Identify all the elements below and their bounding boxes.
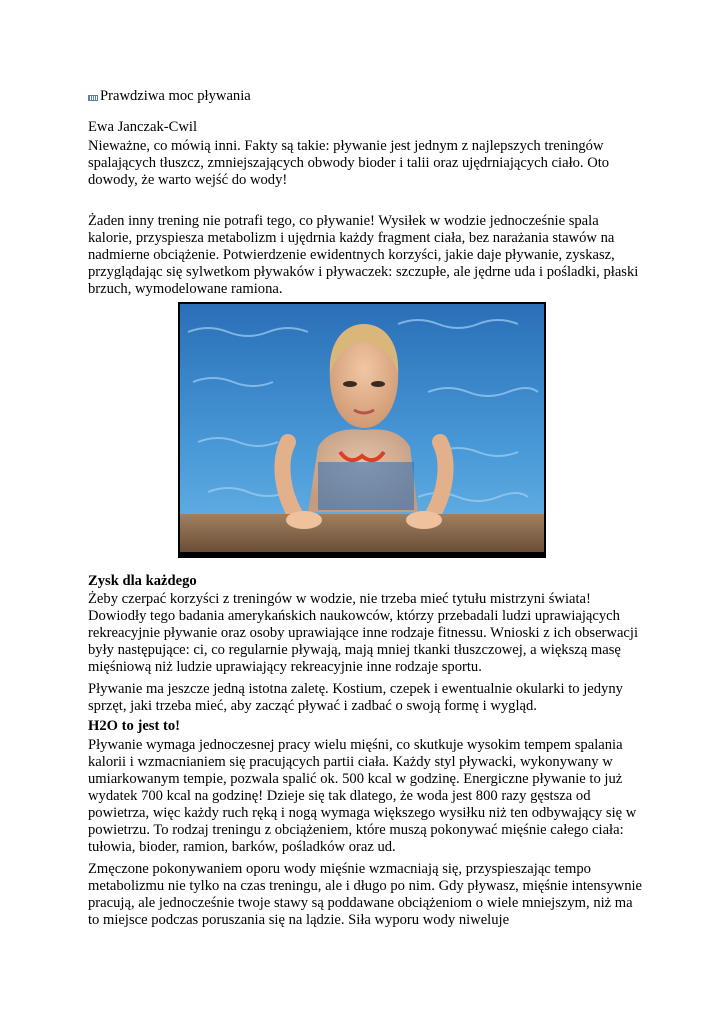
article-title: Prawdziwa moc pływania [100, 88, 251, 104]
section-2-paragraph-2: Zmęczone pokonywaniem oporu wody mięśnie wzmacniają się, przyspieszając tempo metabolizmu nie tylko na czas treningu, ale i długo po nim. Gdy pływasz, mięśnie intensywnie pracują, ale jednocześnie twoje stawy są poddawane obciążeniom o wiele mniejszym, niż ma to miejsce podczas poruszania się na lądzie. Siła wyporu wody niweluje [88, 861, 643, 928]
article-author: Ewa Janczak-Cwil [88, 119, 198, 135]
section-heading-2: H2O to jest to! [88, 718, 180, 734]
section-1-paragraph-1: Żeby czerpać korzyści z treningów w wodzie, nie trzeba mieć tytułu mistrzyni świata! Dowiodły tego badania amerykańskich naukowców, którzy przebadali ludzi uprawiających rekreacyjnie pływanie oraz osoby uprawiające inne rodzaje fitnessu. Wnioski z ich obserwacji były następujące: ci, co regularnie pływają, mają mniej tkanki tłuszczowej, a większą masę mięśniową niż ludzie uprawiający rekreacyjnie inne rodzaje sportu. [88, 591, 639, 675]
swimmer-photo [178, 302, 546, 558]
section-1-paragraph-2: Pływanie ma jeszcze jedną istotna zaletę. Kostium, czepek i ewentualnie okularki to jedyny sprzęt, jaki trzeba mieć, aby zacząć pływać i zadbać o swoją formę i wygląd. [88, 681, 623, 714]
broken-image-icon [88, 95, 98, 101]
swimmer-photo-illustration [178, 302, 546, 558]
intro-paragraph: Nieważne, co mówią inni. Fakty są takie: pływanie jest jednym z najlepszych treningów spalających tłuszcz, zmniejszających obwody bioder i talii oraz ujędrniających ciało. Oto dowody, że warto wejść do wody! [88, 138, 610, 188]
body-paragraph-1: Żaden inny trening nie potrafi tego, co pływanie! Wysiłek w wodzie jednocześnie spala kalorie, przyspiesza metabolizm i ujędrnia każdy fragment ciała, bez narażania stawów na nadmierne obciążenie. Potwierdzenie ewidentnych korzyści, jakie daje pływanie, zyskasz, przyglądając się sylwetkom pływaków i pływaczek: szczupłe, ale jędrne uda i pośladki, płaski brzuch, wymodelowane ramiona. [88, 213, 639, 297]
section-2-paragraph-1: Pływanie wymaga jednoczesnej pracy wielu mięśni, co skutkuje wysokim tempem spalania kalorii i wzmacnianiem się pracujących partii ciała. Każdy styl pływacki, wykonywany w umiarkowanym tempie, pozwala spalić ok. 500 kcal w godzinę. Energiczne pływanie to już wydatek 700 kcal na godzinę! Dzieje się tak dlatego, że woda jest 800 razy gęstsza od powietrza, więc każdy ruch ręką i nogą wymaga większego wysiłku niż ten odbywający się w powietrzu. To rodzaj treningu z obciążeniem, które muszą pokonywać mięśnie całego ciała: tułowia, bioder, ramion, barków, pośladków oraz ud. [88, 737, 637, 855]
article-title-row [88, 88, 251, 105]
section-heading-1: Zysk dla każdego [88, 573, 197, 589]
